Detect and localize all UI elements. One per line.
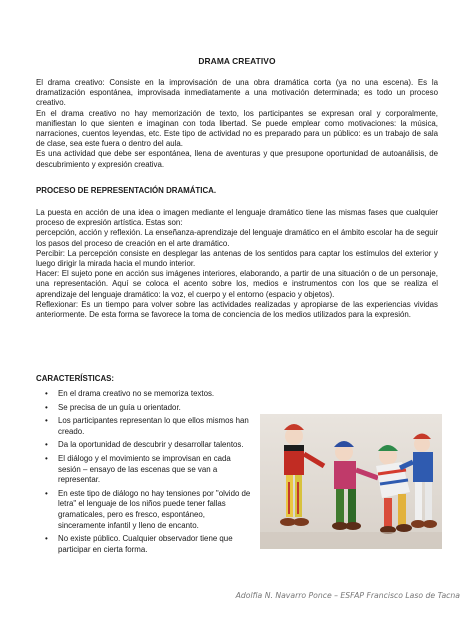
list-item-text: El diálogo y el movimiento se improvisan en cada sesión – ensayo de las escenas que se van a representar.: [58, 453, 231, 485]
list-item-text: En el drama creativo no se memoriza textos.: [58, 389, 215, 398]
list-item: [36, 389, 251, 400]
features-list: [36, 389, 251, 558]
list-item: [36, 489, 251, 531]
bullet-icon: •: [45, 453, 48, 463]
features-heading: CARACTERÍSTICAS:: [36, 374, 115, 383]
list-item: [36, 454, 251, 486]
bullet-icon: •: [45, 534, 48, 544]
bullet-icon: •: [45, 389, 48, 398]
clown-performers-photo: [260, 414, 442, 549]
process-paragraph: Hacer: El sujeto pone en acción sus imágenes interiores, elaborando, a partir de una situación o de un personaje, una representación. Aquí se coloca el acento sobre los, medios e instrumentos con los que se realiza el aprendizaje del lenguaje dramático: la voz, el cuerpo y el entorno (espacio y objetos).: [36, 269, 438, 299]
process-paragraph: Reflexionar: Es un tiempo para volver sobre las actividades realizadas y apropiarse de las experiencias vividas anteriormente. De esta forma se favorece la toma de conciencia de los medios utilizados para la expresión.: [36, 299, 438, 320]
bullet-icon: •: [45, 440, 48, 450]
clown-illustration: [260, 414, 442, 549]
list-item: [36, 403, 251, 414]
page-title: DRAMA CREATIVO: [198, 56, 276, 66]
intro-paragraph: Es una actividad que debe ser espontánea, llena de aventuras y que presupone oportunidad de autoanálisis, de descubrimiento y expresión creativa.: [36, 149, 438, 169]
bullet-icon: •: [45, 416, 48, 426]
process-paragraph: Percibir: La percepción consiste en desplegar las antenas de los sentidos para captar los estímulos del exterior y luego dirigir la mirada hacia el mundo interior.: [36, 248, 438, 269]
list-item-text: En este tipo de diálogo no hay tensiones por "olvido de letra" el lenguaje de los niños puede tener fallas gramaticales, pero es fresco, espontáneo, sinceramente infantil y lleno de encanto.: [58, 488, 251, 530]
list-item: [36, 534, 251, 555]
list-item-text: Da la oportunidad de descubrir y desarrollar talentos.: [58, 440, 244, 450]
process-section: [36, 208, 438, 320]
bullet-icon: •: [45, 402, 48, 412]
list-item-text: No existe público. Cualquier observador tiene que participar en cierta forma.: [58, 534, 233, 554]
list-item: [36, 416, 251, 437]
bullet-icon: •: [45, 488, 48, 498]
list-item: [36, 440, 251, 451]
intro-paragraph: El drama creativo: Consiste en la improvisación de una obra dramática corta (ya no una escena). Es la dramatización espontánea, improvisada inmediatamente a una motivación determinada; es todo un proceso creativo.: [36, 78, 438, 108]
process-heading: PROCESO DE REPRESENTACIÓN DRAMÁTICA.: [36, 186, 217, 195]
intro-section: [36, 78, 438, 170]
page-footer: Adolfia N. Navarro Ponce – ESFAP Francisco Laso de Tacna: [235, 591, 460, 600]
list-item-text: Se precisa de un guía u orientador.: [58, 402, 181, 412]
process-paragraph: La puesta en acción de una idea o imagen mediante el lenguaje dramático tiene las mismas fases que cualquier proceso de expresión artística. Estas son:: [36, 208, 438, 228]
list-item-text: Los participantes representan lo que ellos mismos han creado.: [58, 416, 249, 436]
intro-paragraph: En el drama creativo no hay memorización de texto, los participantes se expresan oral y corporalmente, manifiestan lo que sienten e imaginan con toda libertad. Se puede emplear como motivaciones: la música, narraciones, cuentos leyendas, etc. Este tipo de actividad no es preparado para un público: es un trabajo de sala de clase, sea este fuera o dentro del aula.: [36, 108, 438, 149]
process-paragraph: percepción, acción y reflexión. La enseñanza-aprendizaje del lenguaje dramático en el ámbito escolar ha de seguir los pasos del proceso de creación en el arte dramático.: [36, 228, 438, 248]
